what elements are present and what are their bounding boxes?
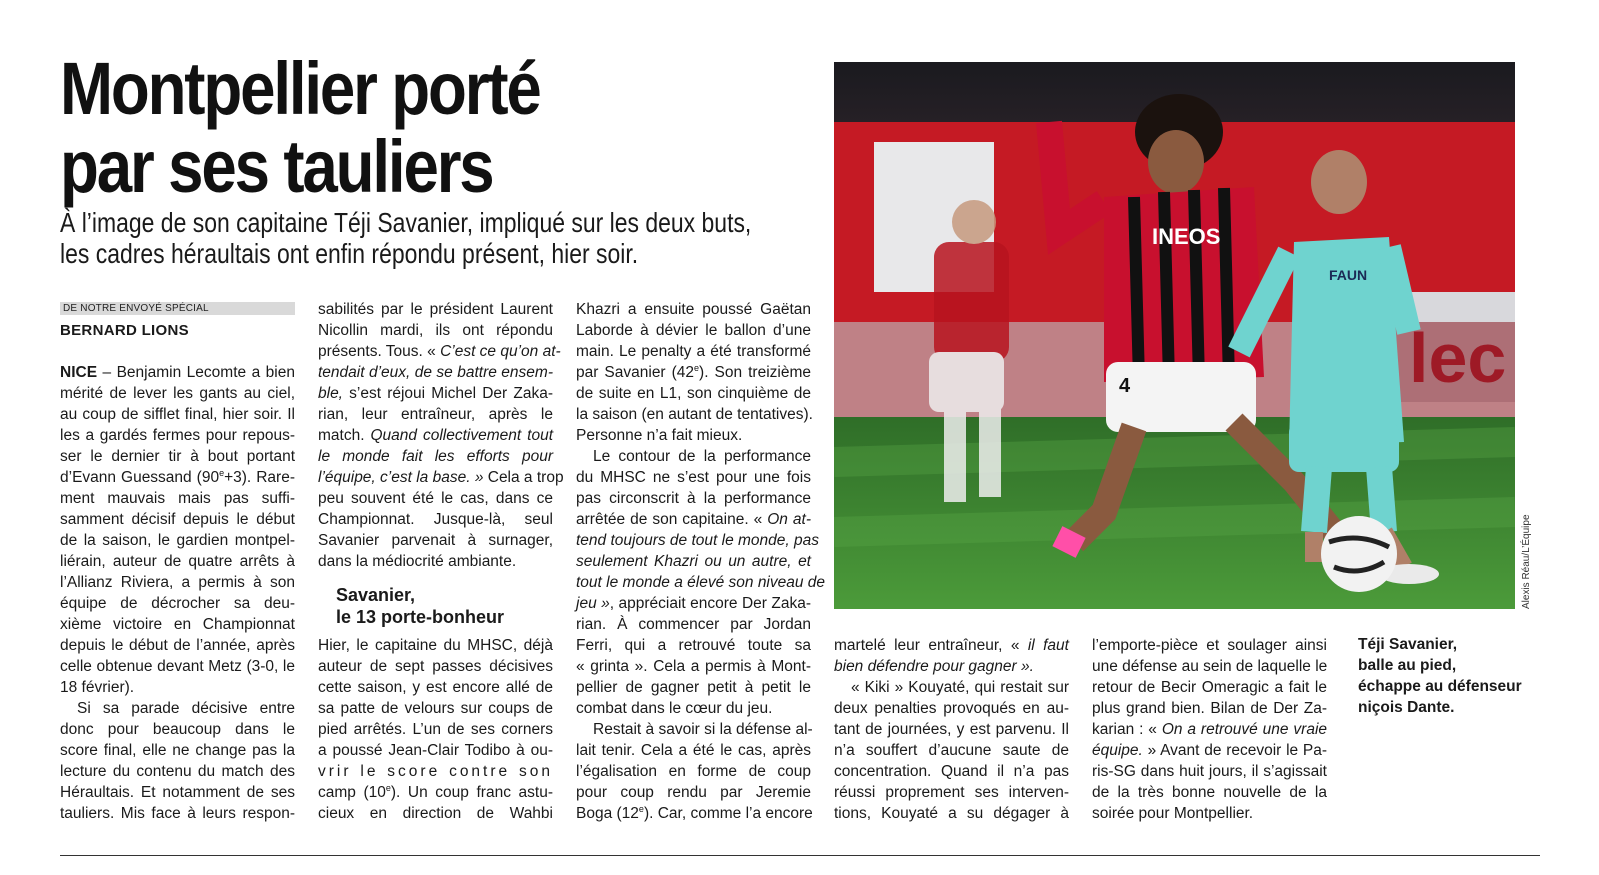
subhead-line-2: le 13 porte-bonheur <box>336 607 505 627</box>
text-line: Laborde à dévier le ballon d’une <box>576 322 811 339</box>
text-line: cieux en direction de Wahbi <box>318 805 553 822</box>
caption-line: échappe au défenseur <box>1358 678 1522 695</box>
text-line: soirée pour Montpellier. <box>1092 805 1254 822</box>
text-line: du MHSC ne s’est pour une fois <box>576 469 811 486</box>
text-line: Personne n’a fait mieux. <box>576 427 743 444</box>
text-line: par Savanier (42e). Son treizième <box>576 362 811 381</box>
text-line: réussi proprement ses interven- <box>834 784 1069 801</box>
text-line: tout le monde a élevé son niveau de <box>576 574 826 591</box>
headline-line-2: par ses tauliers <box>60 125 493 208</box>
text-line: auteur de sept passes décisives <box>318 658 553 675</box>
text-line: score final, elle ne change pas la <box>60 742 295 759</box>
byline: BERNARD LIONS <box>60 322 189 339</box>
text-line: « grinta ». Cela a permis à Mont- <box>576 658 811 675</box>
text-line: pas circonscrit à la performance <box>576 490 811 507</box>
text-line: seulement Khazri ou un autre, et <box>576 553 811 570</box>
text-line: cette saison, y est encore allé de <box>318 679 553 696</box>
text-line: la saison (en autant de tentatives). <box>576 406 813 423</box>
text-line: d’Evann Guessand $(90^e+3)$. Rare- <box>60 467 295 486</box>
article-column-4 <box>834 635 1069 824</box>
text-line: jeu », appréciait encore Der Zaka- <box>576 595 811 612</box>
text-line: au coup de sifflet final, hier soir. Il <box>60 406 295 423</box>
text-line: Boga (12e). Car, comme l’a encore <box>576 803 813 822</box>
text-line: vrir le score contre son <box>318 763 553 780</box>
subhead <box>336 584 504 628</box>
text-line: dans la médiocrité ambiante. <box>318 553 517 570</box>
text-line: pellier de gagner petit à petit le <box>576 679 811 696</box>
text-line: deux penalties provoqués en au- <box>834 700 1069 717</box>
text-line: match. Quand collectivement tout <box>318 427 553 444</box>
text-line: peu souvent été le cas, dans ce <box>318 490 553 507</box>
text-line: samment décisif depuis le début <box>60 511 295 528</box>
text-line: rian. À commencer par Jordan <box>576 616 811 633</box>
article-column-5 <box>1092 635 1327 824</box>
text-line: mérité de lever les gants au ciel, <box>60 385 295 402</box>
text-line: équipe de décrocher sa deu- <box>60 595 295 612</box>
text-line: camp (10e). Un coup franc astu- <box>318 782 553 801</box>
text-line: rian, leur entraîneur, après le <box>318 406 553 423</box>
text-line: tions, Kouyaté a su dégager à <box>834 805 1069 822</box>
text-line: xième victoire en Championnat <box>60 616 295 633</box>
text-line: concentration. Quand il n’a pas <box>834 763 1069 780</box>
text-line: combat dans le cœur du jeu. <box>576 700 773 717</box>
text-line: tant de journées, y est parvenu. Il <box>834 721 1069 738</box>
text-line: ment mauvais mais pas suffi- <box>60 490 295 507</box>
text-line: a poussé Jean-Clair Todibo à ou- <box>318 742 553 759</box>
article-column-3 <box>576 299 826 824</box>
text-line: de la saison, le gardien montpel- <box>60 532 295 549</box>
article-column-1 <box>60 362 295 824</box>
text-line: Khazri a ensuite poussé Gaëtan <box>576 301 811 318</box>
text-line: celle obtenue devant Metz (3-0, le <box>60 658 295 675</box>
text-line: une défense au sein de laquelle le <box>1092 658 1328 675</box>
envoye-special-label: DE NOTRE ENVOYÉ SPÉCIAL <box>60 302 295 315</box>
headline <box>60 47 714 208</box>
text-line: le monde fait les efforts pour <box>318 448 553 465</box>
text-line: Nicollin mardi, ils ont répondu <box>318 322 553 339</box>
text-line: l’emporte-pièce et soulager ainsi <box>1092 637 1327 654</box>
text-line: Héraultais. Et notamment de ses <box>60 784 295 801</box>
bottom-rule <box>60 855 1540 856</box>
subhead-line-1: Savanier, <box>336 585 416 605</box>
text-line: ble, s’est réjoui Michel Der Zaka- <box>318 385 553 402</box>
text-line: sa patte de velours sur coups de <box>318 700 553 717</box>
text-line: présents. Tous. « C’est ce qu’on at- <box>318 343 561 360</box>
text-line: Restait à savoir si la défense al- <box>593 721 813 738</box>
text-line: les a gardés fermes pour repous- <box>60 427 295 444</box>
deck-line-1: À l’image de son capitaine Téji Savanier, impliqué sur les deux buts, <box>60 207 752 238</box>
photo-credit: Alexis Réau/L’Équipe <box>1521 514 1532 609</box>
match-photo <box>834 62 1515 609</box>
text-line: main. Le penalty a été transformé <box>576 343 811 360</box>
text-line: de suite en L1, son cinquième de <box>576 385 811 402</box>
text-line: lait tenir. Cela a été le cas, après <box>576 742 811 759</box>
text-line: l’égalisation en forme de coup <box>576 763 811 780</box>
text-line: équipe. » Avant de recevoir le Pa- <box>1092 742 1327 759</box>
text-line: donc pour beaucoup dans le <box>60 721 295 738</box>
text-line: ris-SG dans huit jours, il s’agissait <box>1092 763 1327 780</box>
text-line: arrêtée de son capitaine. « On at- <box>576 511 811 528</box>
text-line: n’a souffert d’aucune saute de <box>834 742 1069 759</box>
text-line: de la très bonne nouvelle de la <box>1092 784 1327 801</box>
photo-caption <box>1358 634 1528 718</box>
article-column-2b <box>318 635 553 824</box>
text-line: tendait d’eux, de se battre ensem- <box>318 364 553 381</box>
deck-line-2: les cadres héraultais ont enfin répondu présent, hier soir. <box>60 238 639 269</box>
text-line: NICE – Benjamin Lecomte a bien <box>60 364 295 381</box>
svg-text:FAUN: FAUN <box>1329 267 1368 283</box>
svg-text:INEOS: INEOS <box>1152 224 1221 249</box>
deck-subtitle <box>60 207 752 269</box>
text-line: liérain, auteur de quatre arrêts à <box>60 553 295 570</box>
text-line: Hier, le capitaine du MHSC, déjà <box>318 637 553 654</box>
article-column-2 <box>318 299 564 572</box>
text-line: depuis le début de l’année, après <box>60 637 295 654</box>
text-line: pied arrêtés. L’un de ses corners <box>318 721 553 738</box>
text-line: bien défendre pour gagner ». <box>834 658 1034 675</box>
text-line: retour de Becir Omeragic a fait le <box>1092 679 1327 696</box>
text-line: l’Allianz Riviera, a permis à son <box>60 574 295 591</box>
text-line: sabilités par le président Laurent <box>318 301 553 318</box>
text-line: tend toujours de tout le monde, pas <box>576 532 819 549</box>
text-line: Ferri, qui a retrouvé toute sa <box>576 637 811 654</box>
text-line: Championnat. Jusque-là, seul <box>318 511 553 528</box>
caption-line: niçois Dante. <box>1358 699 1455 716</box>
text-line: lecture du contenu du match des <box>60 763 295 780</box>
svg-text:4: 4 <box>1119 375 1131 397</box>
text-line: l’équipe, c’est la base. » Cela a trop <box>318 469 564 486</box>
headline-line-1: Montpellier porté <box>60 47 540 130</box>
text-line: Le contour de la performance <box>593 448 811 465</box>
text-line: pour coup rendu par Jeremie <box>576 784 811 801</box>
text-line: « Kiki » Kouyaté, qui restait sur <box>851 679 1069 696</box>
text-line: karian : « On a retrouvé une vraie <box>1092 721 1328 738</box>
football-match-photo-icon <box>834 62 1515 609</box>
text-line: ser le dernier tir à bout portant <box>60 448 295 465</box>
text-line: 18 février). <box>60 679 135 696</box>
text-line: Savanier parvenait à surnager, <box>318 532 553 549</box>
text-line: Si sa parade décisive entre <box>77 700 295 717</box>
text-line: tauliers. Mis face à leurs respon- <box>60 805 295 822</box>
caption-line: balle au pied, <box>1358 657 1457 674</box>
text-line: martelé leur entraîneur, « il faut <box>834 637 1069 654</box>
caption-line: Téji Savanier, <box>1358 636 1458 653</box>
text-line: plus grand bien. Bilan de Der Za- <box>1092 700 1327 717</box>
